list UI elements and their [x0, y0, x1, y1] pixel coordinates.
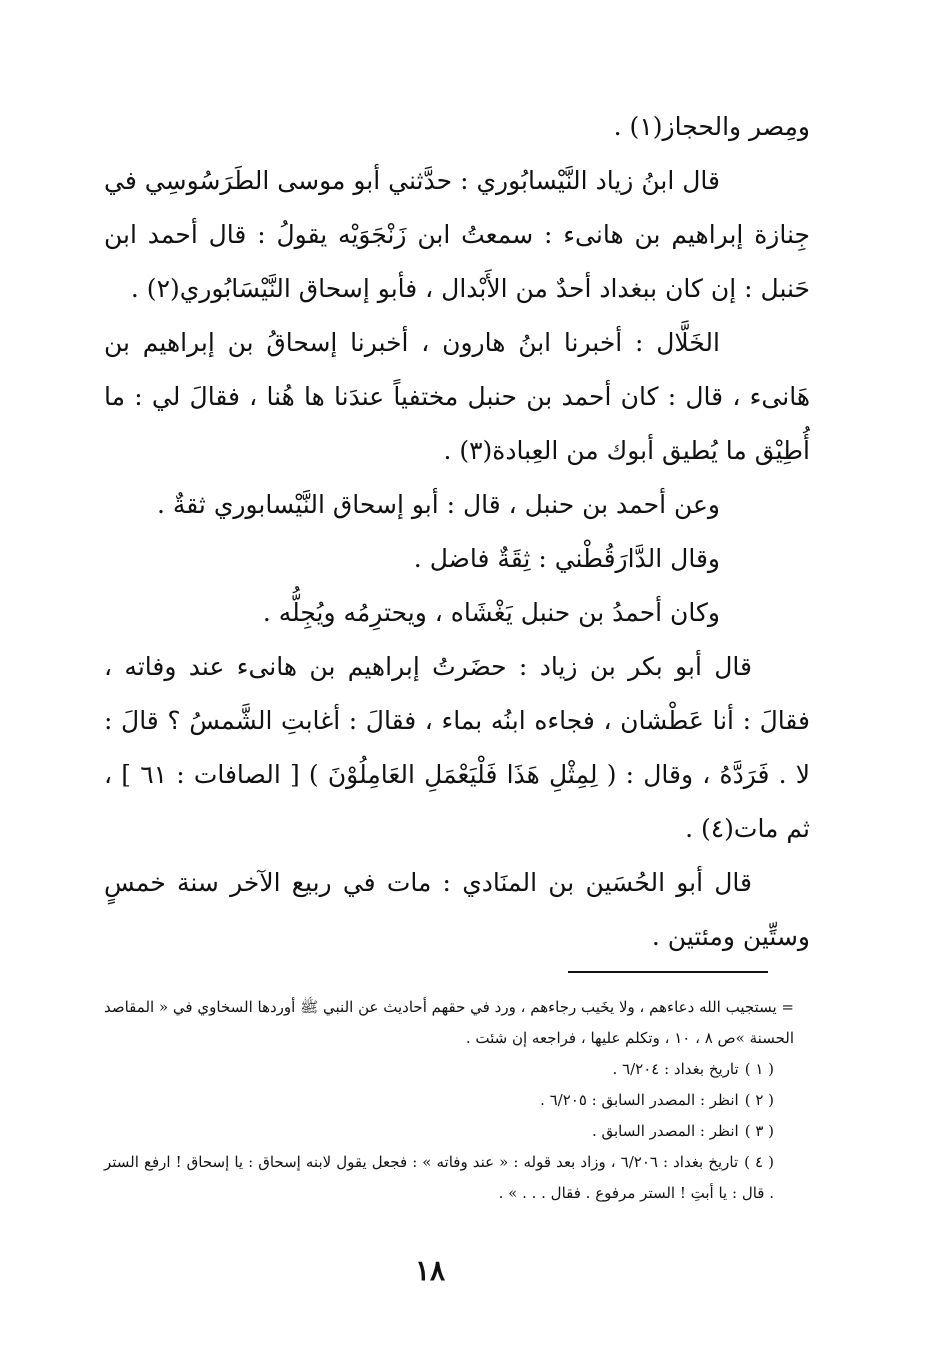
footnote-separator [568, 971, 768, 973]
footnote-number: ( ١ ) [744, 1060, 774, 1078]
footnote-continuation: = يستجيب الله دعاءهم ، ولا يخَيب رجاءهم ، ورد في حقهم أحاديث عن النبي ﷺ أوردها السخاوي في « المقاصد الحسنة »ص ٨ ، ١٠ ، وتكلم عليها ، فراجعه إن شئت . [104, 998, 794, 1047]
paragraph: قال أبو بكر بن زياد : حضَرتُ إبراهيم بن هانىء عند وفاته ، فقالَ : أنا عَطْشان ، فجاءه ابنُه بماء ، فقالَ : أغابتِ الشَّمسُ ؟ قالَ : لا . فَرَدَّهُ ، وقال : ( لِمِثْلِ هَذَا فَلْيَعْمَلِ العَامِلُوْنَ ) [ الصافات : ٦١ ] ، ثم مات(٤) . [104, 652, 811, 843]
footnotes [104, 992, 794, 1209]
paragraph: قال ابنُ زياد النَّيْسابُوري : حدَّثني أبو موسى الطَرَسُوسِي في جِنازة إبراهيم بن هانىء : سمعتُ ابن زَنْجَوَيْه يقولُ : قال أحمد ابن حَنبل : إن كان ببغداد أحدٌ من الأَبْدال ، فأبو إسحاق النَّيْسَابُوري(٢) . [104, 166, 810, 303]
paragraph: وعن أحمد بن حنبل ، قال : أبو إسحاق النَّيْسابوري ثقةٌ . [156, 490, 720, 519]
footnote [104, 1116, 794, 1147]
footnote [104, 1085, 794, 1116]
footnote [104, 1147, 794, 1209]
footnote-number: ( ٤ ) [744, 1153, 775, 1171]
footnote-text: انظر : المصدر السابق . [591, 1122, 739, 1140]
footnote-number: ( ٣ ) [744, 1122, 774, 1140]
paragraph: الخَلَّال : أخبرنا ابنُ هارون ، أخبرنا إسحاقُ بن إبراهيم بن هَانىء ، قال : كان أحمد بن حنبل مختفياً عندَنا ها هُنا ، فقالَ لي : ما أُطِيْق ما يُطيق أبوك من العِبادة(٣) . [104, 328, 810, 465]
paragraph: ومِصر والحجاز(١) . [613, 112, 810, 141]
footnote-text: تاريخ بغداد : ٦/٢٠٤ . [612, 1060, 739, 1078]
main-text [104, 100, 810, 964]
footnote-number: ( ٢ ) [744, 1091, 774, 1109]
paragraph: وقال الدَّارَقُطْني : ثِقَةٌ فاضل . [413, 544, 720, 573]
page-number: ١٨ [414, 1254, 446, 1287]
footnote [104, 1054, 794, 1085]
footnote-text: تاريخ بغداد : ٦/٢٠٦ ، وزاد بعد قوله : « عند وفاته » : فجعل يقول لابنه إسحاق : يا إسحاق ! ارفع الستر . قال : يا أبتِ ! الستر مرفوع . فقال . . . » . [104, 1153, 774, 1202]
footnote-text: انظر : المصدر السابق : ٦/٢٠٥ . [540, 1091, 739, 1109]
paragraph: وكان أحمدُ بن حنبل يَغْشَاه ، ويحترِمُه ويُجِلُّه . [262, 598, 720, 627]
paragraph: قال أبو الحُسَين بن المنَادي : مات في ربيع الآخر سنة خمسٍ وستِّين ومئتين . [104, 868, 810, 951]
